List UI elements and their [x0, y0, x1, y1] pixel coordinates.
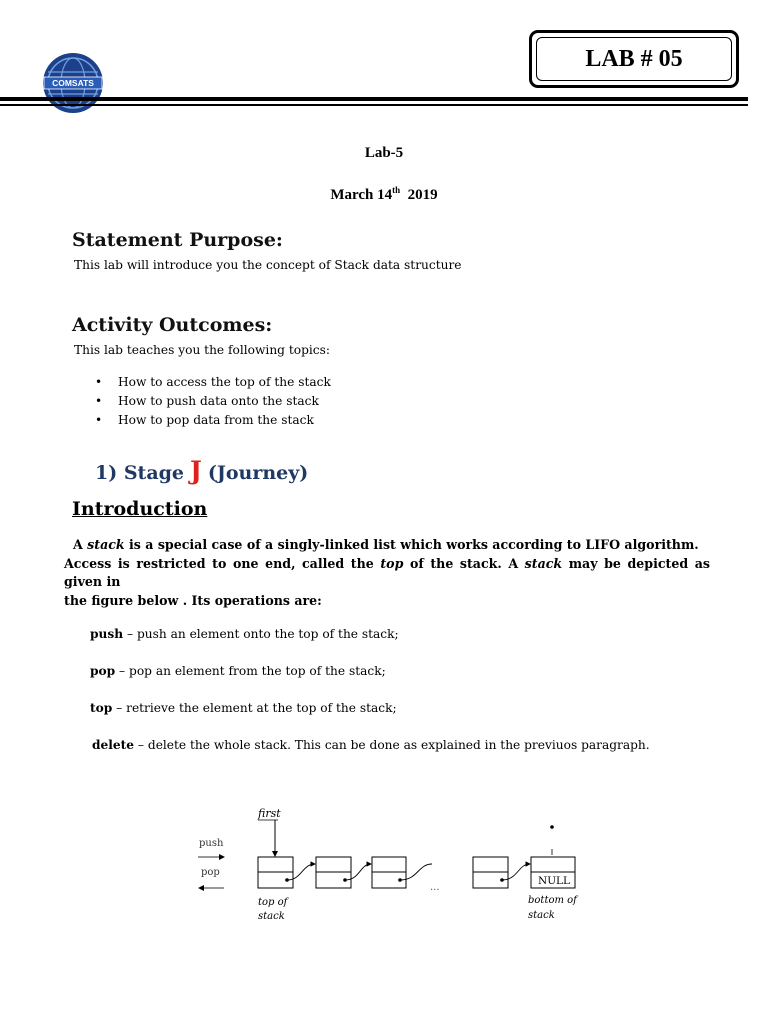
- lab-date: March 14th 2019: [330, 185, 438, 203]
- lab-number-label: LAB # 05: [536, 37, 732, 81]
- lab-number-box: [529, 30, 739, 88]
- stack-node-bottom: [531, 857, 575, 888]
- stage-letter: J: [190, 456, 202, 485]
- activity-outcomes-heading: Activity Outcomes:: [72, 314, 273, 336]
- first-label: first: [258, 807, 281, 820]
- introduction-heading: Introduction: [72, 498, 208, 520]
- stack-linked-list-diagram: [190, 800, 610, 930]
- bottom-of-stack-label-1: bottom of: [528, 895, 577, 906]
- bottom-of-stack-label-2: stack: [528, 910, 555, 921]
- operation-push: push – push an element onto the top of the stack;: [90, 627, 399, 641]
- list-item: • How to push data onto the stack: [95, 394, 319, 408]
- stack-node: [316, 857, 351, 888]
- stack-node: [473, 857, 508, 888]
- bottom-marker-dot: [550, 825, 554, 829]
- introduction-paragraph: A stack is a special case of a singly-linked list which works according to LIFO algorithm. Access is restricted to one end, called the top of the stack. A stack may be depicted as given in the figure below . Its operations are:: [64, 537, 711, 608]
- operation-top: top – retrieve the element at the top of the stack;: [90, 701, 397, 715]
- statement-purpose-text: This lab will introduce you the concept of Stack data structure: [74, 258, 462, 272]
- stack-node-top: [258, 857, 293, 888]
- header-rule-thick: [0, 97, 748, 101]
- lab-title: Lab-5: [364, 145, 404, 161]
- list-item: • How to pop data from the stack: [95, 413, 314, 427]
- push-label: push: [199, 838, 224, 849]
- activity-outcomes-intro: This lab teaches you the following topics:: [74, 343, 330, 357]
- null-label: NULL: [538, 875, 570, 887]
- operation-pop: pop – pop an element from the top of the stack;: [90, 664, 386, 678]
- header-rule-thin: [0, 104, 748, 106]
- logo-text: COMSATS: [52, 78, 94, 88]
- stack-node: [372, 857, 406, 888]
- ellipsis-label: ...: [430, 882, 440, 893]
- stage-heading: 1) Stage J (Journey): [95, 456, 309, 485]
- outcomes-list: [95, 373, 331, 430]
- top-of-stack-label-2: stack: [258, 911, 285, 922]
- top-of-stack-label-1: top of: [258, 897, 288, 908]
- operation-delete: delete – delete the whole stack. This can be done as explained in the previuos paragraph.: [92, 738, 650, 752]
- statement-purpose-heading: Statement Purpose:: [72, 229, 283, 251]
- pop-label: pop: [201, 867, 220, 878]
- list-item: • How to access the top of the stack: [95, 375, 331, 389]
